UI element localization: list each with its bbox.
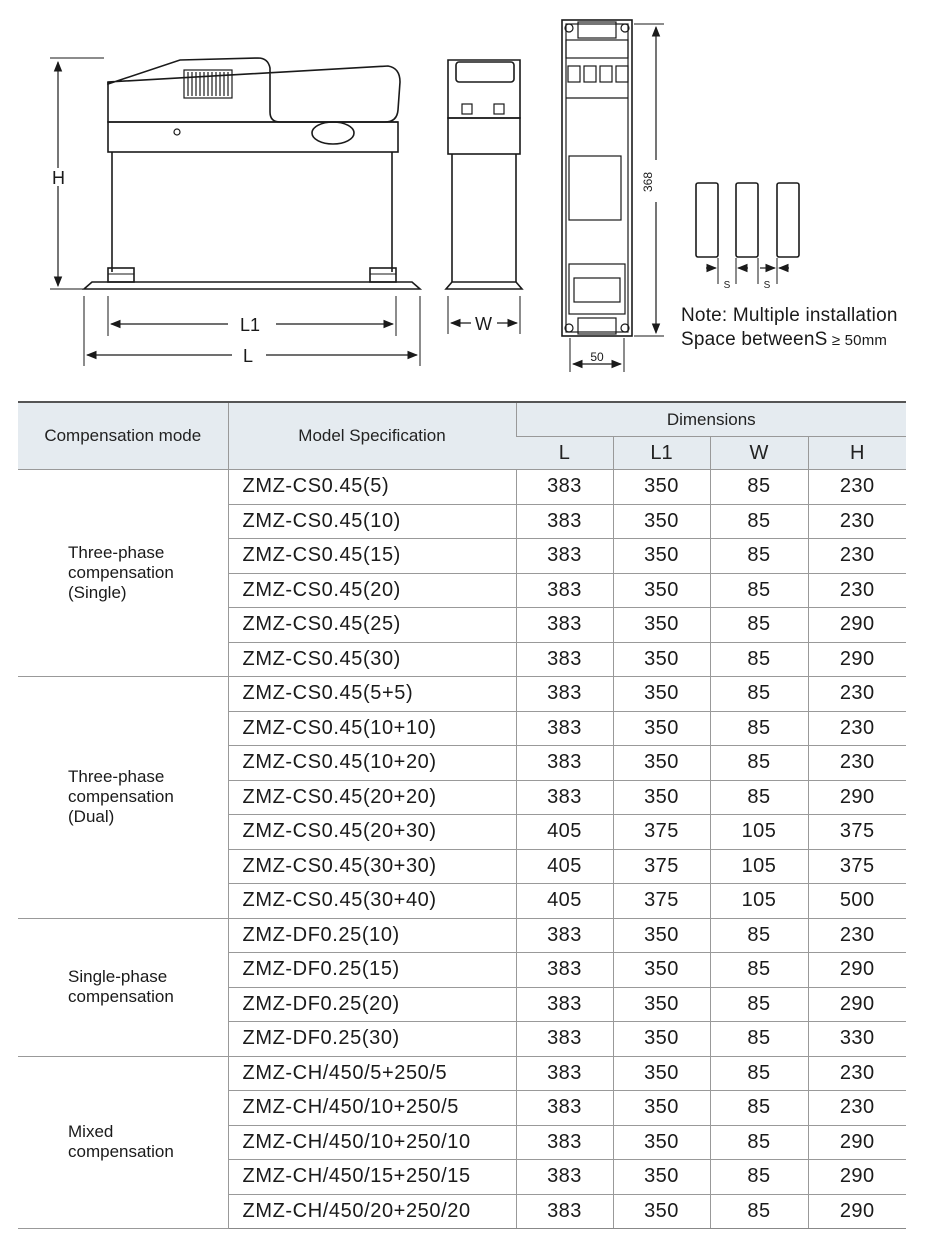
compensation-mode-cell [18, 918, 228, 1056]
dim-L-cell: 405 [516, 815, 613, 850]
table-row [18, 1056, 906, 1091]
dim-H-cell: 290 [808, 1125, 906, 1160]
dim-H-cell: 290 [808, 1160, 906, 1195]
dim-H-cell: 330 [808, 1022, 906, 1057]
model-cell: ZMZ-CS0.45(10+10) [228, 711, 516, 746]
compensation-mode-line: (Single) [68, 583, 127, 602]
dim-W-cell: 85 [710, 1091, 808, 1126]
table-row [18, 677, 906, 712]
dim-H-cell: 230 [808, 1056, 906, 1091]
dim-H-cell: 290 [808, 987, 906, 1022]
dim-W-cell: 85 [710, 780, 808, 815]
dim-H-cell: 290 [808, 1194, 906, 1229]
model-cell: ZMZ-CS0.45(5+5) [228, 677, 516, 712]
model-cell: ZMZ-CH/450/15+250/15 [228, 1160, 516, 1195]
header-H: H [808, 437, 906, 470]
dim-W-cell: 85 [710, 470, 808, 505]
dim-W-cell: 85 [710, 539, 808, 574]
table-body [18, 470, 906, 1229]
header-dimensions: Dimensions [516, 402, 906, 437]
header-L1: L1 [613, 437, 710, 470]
model-cell: ZMZ-CS0.45(20+30) [228, 815, 516, 850]
mounting-view [562, 20, 632, 336]
table-row [18, 918, 906, 953]
dim-L-cell: 383 [516, 1056, 613, 1091]
dim-L1-cell: 375 [613, 815, 710, 850]
dim-L1-cell: 350 [613, 642, 710, 677]
dim-H-cell: 290 [808, 953, 906, 988]
model-cell: ZMZ-DF0.25(15) [228, 953, 516, 988]
dim-L1-cell: 350 [613, 1125, 710, 1160]
dim-L-cell: 383 [516, 1194, 613, 1229]
dim-L-cell: 383 [516, 642, 613, 677]
dim-W-cell: 85 [710, 1056, 808, 1091]
dim-label-H: H [52, 168, 65, 188]
model-cell: ZMZ-DF0.25(30) [228, 1022, 516, 1057]
dim-H-cell: 230 [808, 470, 906, 505]
dim-L1-cell: 350 [613, 504, 710, 539]
compensation-mode-line: compensation [68, 987, 174, 1006]
dim-H-cell: 230 [808, 539, 906, 574]
header-W: W [710, 437, 808, 470]
dim-L1-cell: 350 [613, 711, 710, 746]
dim-H-cell: 500 [808, 884, 906, 919]
header-L: L [516, 437, 613, 470]
dim-W-cell: 85 [710, 1194, 808, 1229]
model-cell: ZMZ-CS0.45(5) [228, 470, 516, 505]
dim-H-cell: 290 [808, 642, 906, 677]
dim-L-cell: 383 [516, 987, 613, 1022]
dim-H-cell: 230 [808, 1091, 906, 1126]
dim-L1-cell: 350 [613, 677, 710, 712]
model-cell: ZMZ-CS0.45(20) [228, 573, 516, 608]
dim-L-cell: 383 [516, 539, 613, 574]
dim-H-cell: 230 [808, 918, 906, 953]
dim-W-cell: 105 [710, 884, 808, 919]
dim-L1-cell: 350 [613, 953, 710, 988]
dim-L-cell: 383 [516, 1022, 613, 1057]
dim-H-cell: 230 [808, 504, 906, 539]
dim-L1-cell: 350 [613, 987, 710, 1022]
compensation-mode-line: Three-phase [68, 543, 165, 562]
model-cell: ZMZ-CS0.45(30) [228, 642, 516, 677]
model-cell: ZMZ-CS0.45(10) [228, 504, 516, 539]
dim-L-cell: 383 [516, 677, 613, 712]
dim-L-cell: 405 [516, 884, 613, 919]
compensation-mode-line: compensation [68, 1142, 174, 1162]
compensation-mode-line: (Dual) [68, 807, 115, 827]
dim-L1-cell: 350 [613, 573, 710, 608]
dim-H-cell: 375 [808, 815, 906, 850]
dim-L1-cell: 375 [613, 849, 710, 884]
dim-label-s1: S [723, 280, 731, 291]
dim-W-cell: 85 [710, 608, 808, 643]
model-cell: ZMZ-DF0.25(20) [228, 987, 516, 1022]
dim-H-cell: 375 [808, 849, 906, 884]
dim-W-cell: 85 [710, 746, 808, 781]
dim-L-cell: 383 [516, 1091, 613, 1126]
dim-H-cell: 230 [808, 573, 906, 608]
dim-L-cell: 383 [516, 573, 613, 608]
dim-W-cell: 85 [710, 987, 808, 1022]
compensation-mode-cell [18, 677, 228, 919]
compensation-mode-cell [18, 1056, 228, 1229]
dim-L1-cell: 350 [613, 1194, 710, 1229]
dim-L-cell: 383 [516, 953, 613, 988]
model-cell: ZMZ-DF0.25(10) [228, 918, 516, 953]
table-row [18, 470, 906, 505]
compensation-mode-line: compensation [68, 787, 174, 807]
dim-L1-cell: 350 [613, 1022, 710, 1057]
dim-W-cell: 85 [710, 573, 808, 608]
dim-W-cell: 85 [710, 642, 808, 677]
note-line-1: Note: Multiple installation [681, 305, 898, 326]
note-line-2 [681, 328, 942, 353]
dim-L-cell: 383 [516, 1125, 613, 1160]
model-cell: ZMZ-CS0.45(30+30) [228, 849, 516, 884]
header-model-specification: Model Specification [228, 402, 516, 470]
compensation-mode-line: Mixed [68, 1122, 114, 1142]
dim-label-L1: L1 [240, 315, 261, 335]
dim-W-cell: 105 [710, 849, 808, 884]
dim-L1-cell: 350 [613, 608, 710, 643]
dim-L1-cell: 350 [613, 1160, 710, 1195]
dim-L-cell: 383 [516, 1160, 613, 1195]
dim-L-cell: 383 [516, 711, 613, 746]
installation-note [681, 304, 942, 353]
dim-label-50: 50 [590, 350, 604, 364]
dim-W-cell: 85 [710, 504, 808, 539]
dim-W-cell: 85 [710, 1022, 808, 1057]
dim-L1-cell: 350 [613, 918, 710, 953]
model-cell: ZMZ-CS0.45(15) [228, 539, 516, 574]
front-view [84, 58, 420, 289]
dim-W-cell: 105 [710, 815, 808, 850]
header-compensation-mode: Compensation mode [18, 402, 228, 470]
dim-L-cell: 383 [516, 780, 613, 815]
dim-H-cell: 290 [808, 780, 906, 815]
dim-L-cell: 383 [516, 608, 613, 643]
dim-H-cell: 230 [808, 711, 906, 746]
model-cell: ZMZ-CS0.45(30+40) [228, 884, 516, 919]
dim-L1-cell: 350 [613, 470, 710, 505]
dim-W-cell: 85 [710, 953, 808, 988]
model-cell: ZMZ-CH/450/5+250/5 [228, 1056, 516, 1091]
dim-L-cell: 405 [516, 849, 613, 884]
side-view [446, 60, 522, 289]
model-cell: ZMZ-CH/450/10+250/10 [228, 1125, 516, 1160]
dim-H-cell: 230 [808, 677, 906, 712]
dim-W-cell: 85 [710, 1125, 808, 1160]
dim-L-cell: 383 [516, 470, 613, 505]
dim-W-cell: 85 [710, 711, 808, 746]
dim-L1-cell: 350 [613, 780, 710, 815]
dim-H-cell: 230 [808, 746, 906, 781]
dim-label-L: L [243, 346, 254, 366]
dimensions-table [18, 401, 906, 1229]
dim-L-cell: 383 [516, 918, 613, 953]
dim-H-cell: 290 [808, 608, 906, 643]
compensation-mode-cell [18, 470, 228, 677]
dim-L1-cell: 350 [613, 746, 710, 781]
model-cell: ZMZ-CS0.45(20+20) [228, 780, 516, 815]
dim-label-W: W [475, 314, 492, 334]
dim-L-cell: 383 [516, 746, 613, 781]
model-cell: ZMZ-CS0.45(25) [228, 608, 516, 643]
dim-W-cell: 85 [710, 677, 808, 712]
model-cell: ZMZ-CS0.45(10+20) [228, 746, 516, 781]
compensation-mode-line: Three-phase [68, 767, 165, 787]
model-cell: ZMZ-CH/450/20+250/20 [228, 1194, 516, 1229]
dim-L1-cell: 350 [613, 539, 710, 574]
note-line-2-small: ≥ 50mm [827, 332, 888, 349]
dim-label-368: 368 [641, 171, 655, 193]
dim-L1-cell: 350 [613, 1056, 710, 1091]
dim-label-s2: S [763, 280, 771, 291]
dim-L-cell: 383 [516, 504, 613, 539]
compensation-mode-line: Single-phase [68, 967, 168, 986]
dim-L1-cell: 350 [613, 1091, 710, 1126]
note-line-2-main: Space betweenS [681, 329, 828, 350]
dim-L1-cell: 375 [613, 884, 710, 919]
compensation-mode-line: compensation [68, 563, 174, 582]
spacing-diagram [696, 183, 799, 284]
model-cell: ZMZ-CH/450/10+250/5 [228, 1091, 516, 1126]
dim-W-cell: 85 [710, 1160, 808, 1195]
dim-W-cell: 85 [710, 918, 808, 953]
